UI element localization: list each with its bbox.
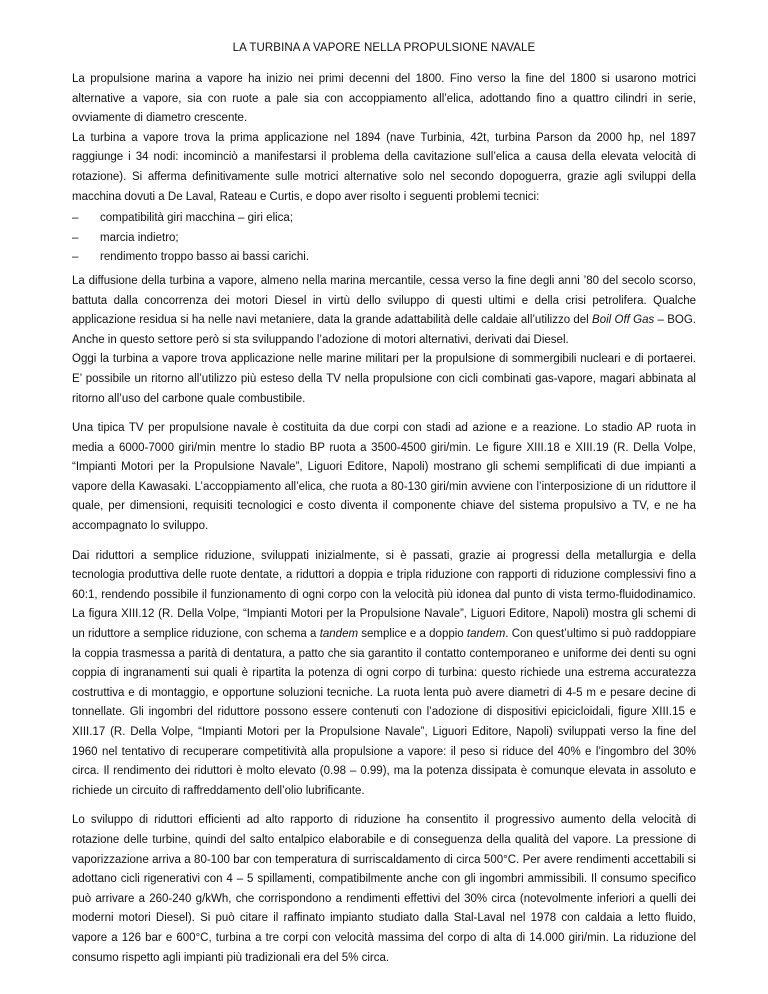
paragraph-decline xyxy=(72,272,696,350)
text-run: La diffusione della turbina a vapore, almeno nella marina mercantile, cessa verso la fine degli anni ’80 del secolo scorso, battuta dalla concorrenza dei motori Diesel in virtù dello sviluppo di questi ultimi e della crisi petrolifera. Qualche applicazione residua si ha nelle navi metaniere, data la grande adattabilità delle caldaie all’utilizzo del xyxy=(72,274,696,327)
italic-term: tandem xyxy=(319,628,359,641)
text-run: Dai riduttori a semplice riduzione, sviluppati inizialmente, si è passati, grazie ai progressi della metallurgia e della tecnologia produttiva delle ruote dentate, a riduttori a doppia e tripla riduzione con rapporti di riduzione complessivi fino a 60:1, rendendo possibile il funzionamento di ogni corpo con la velocità più idonea dal punto di vista termo-fluidodinamico. La figura XIII.12 (R. Della Volpe, “Impianti Motori per la Propulsione Navale”, Liguori Editore, Napoli) mostra gli schemi di un riduttore a semplice riduzione, con schema a xyxy=(72,549,696,641)
paragraph-first-application: La turbina a vapore trova la prima applicazione nel 1894 (nave Turbinia, 42t, turbina Parson da 2000 hp, nel 1897 raggiunge i 34 nodi: incominciò a manifestarsi il problema della cavitazione sull’elica a causa della elevata velocità di rotazione). Si afferma definitivamente sulle motrici alternative solo nel secondo dopoguerra, grazie agli sviluppi della macchina dovuti a De Laval, Rateau e Curtis, e dopo aver risolto i seguenti problemi tecnici: xyxy=(72,131,696,203)
list-item: – rendimento troppo basso ai bassi carichi. xyxy=(72,248,696,268)
paragraph-typical-tv: Una tipica TV per propulsione navale è costituita da due corpi con stadi ad azione e a reazione. Lo stadio AP ruota in media a 6000-7000 giri/min mentre lo stadio BP ruota a 3500-4500 giri/min. Le figure XIII.18 e XIII.19 (R. Della Volpe, “Impianti Motori per la Propulsione Navale”, Liguori Editore, Napoli) mostrano gli schemi semplificati di due impianti a vapore della Kawasaki. L’accoppiamento all’elica, che ruota a 80-130 giri/min avviene con l’interposizione di un riduttore il quale, per dimensioni, requisiti tecnologici e costo diventa il componente chiave del sistema propulsivo a TV, e ne ha accompagnato lo sviluppo. xyxy=(72,422,696,533)
paragraph-reducers xyxy=(72,547,696,802)
text-run: semplice e a doppio xyxy=(358,628,467,641)
italic-term: tandem xyxy=(466,628,506,641)
document-page xyxy=(72,40,696,968)
paragraph-history: La propulsione marina a vapore ha inizio nei primi decenni del 1800. Fino verso la fine del 1800 si usarono motrici alternative a vapore, sia con ruote a pale sia con accoppiamento all’elica, adottando fino a quattro cilindri in serie, ovviamente di diametro crescente. xyxy=(72,73,696,125)
italic-term: Boil Off Gas xyxy=(592,314,655,327)
list-item: – compatibilità giri macchina – giri elica; xyxy=(72,209,696,229)
text-run: . Con quest’ultimo si può raddoppiare la coppia trasmessa a parità di dentatura, a patto che sia garantito il contatto contemporaneo e uniforme dei denti su ogni coppia di ingranamenti sui quali è ripartita la potenza di ogni corpo di turbina: questo richiede una estrema accuratezza costruttiva e di montaggio, e opportune soluzioni tecniche. La ruota lenta può avere diametri di 4-5 m e pesare decine di tonnellate. Gli ingombri del riduttore possono essere contenuti con l’adozione di dispositivi epicicloidali, figure XIII.15 e XIII.17 (R. Della Volpe, “Impianti Motori per la Propulsione Navale”, Liguori Editore, Napoli) sviluppati verso la fine del 1960 nel tentativo di recuperare competitività alla propulsione a vapore: il peso si riduce del 40% e l’ingombro del 30% circa. Il rendimento dei riduttori è molto elevato (0.98 – 0.99), ma la potenza dissipata è comunque elevata in assoluto e richiede un circuito di raffreddamento dell’olio lubrificante. xyxy=(72,628,696,797)
list-item: – marcia indietro; xyxy=(72,229,696,249)
paragraph-efficiency: Lo sviluppo di riduttori efficienti ad alto rapporto di riduzione ha consentito il progressivo aumento della velocità di rotazione delle turbine, quindi del salto entalpico elaborabile e di conseguenza della qualità del vapore. La pressione di vaporizzazione arriva a 80-100 bar con temperatura di surriscaldamento di circa 500°C. Per avere rendimenti accettabili si adottano cicli rigenerativi con 4 – 5 spillamenti, compatibilmente anche con gli ingombri ammissibili. Il consumo specifico può arrivare a 260-240 g/kWh, che corrispondono a rendimenti effettivi del 30% circa (notevolmente inferiori a quelli dei moderni motori Diesel). Si può citare il raffinato impianto studiato dalla Stal-Laval nel 1978 con caldaia a letto fluido, vapore a 126 bar e 600°C, turbina a tre corpi con velocità massima del corpo di alta di 14.000 giri/min. La riduzione del consumo rispetto agli impianti più tradizionali era del 5% circa. xyxy=(72,814,696,964)
document-title: LA TURBINA A VAPORE NELLA PROPULSIONE NAVALE xyxy=(232,42,536,54)
problems-list xyxy=(72,209,696,268)
paragraph-today: Oggi la turbina a vapore trova applicazione nelle marine militari per la propulsione di sommergibili nucleari e di portaerei. E’ possibile un ritorno all’utilizzo più esteso della TV nella propulsione con cicli combinati gas-vapore, magari abbinata al ritorno all’uso del carbone quale combustibile. xyxy=(72,353,696,405)
text-run: – BOG. Anche in questo settore però si sta sviluppando l’adozione di motori alternativi, derivati dai Diesel. xyxy=(72,314,697,346)
